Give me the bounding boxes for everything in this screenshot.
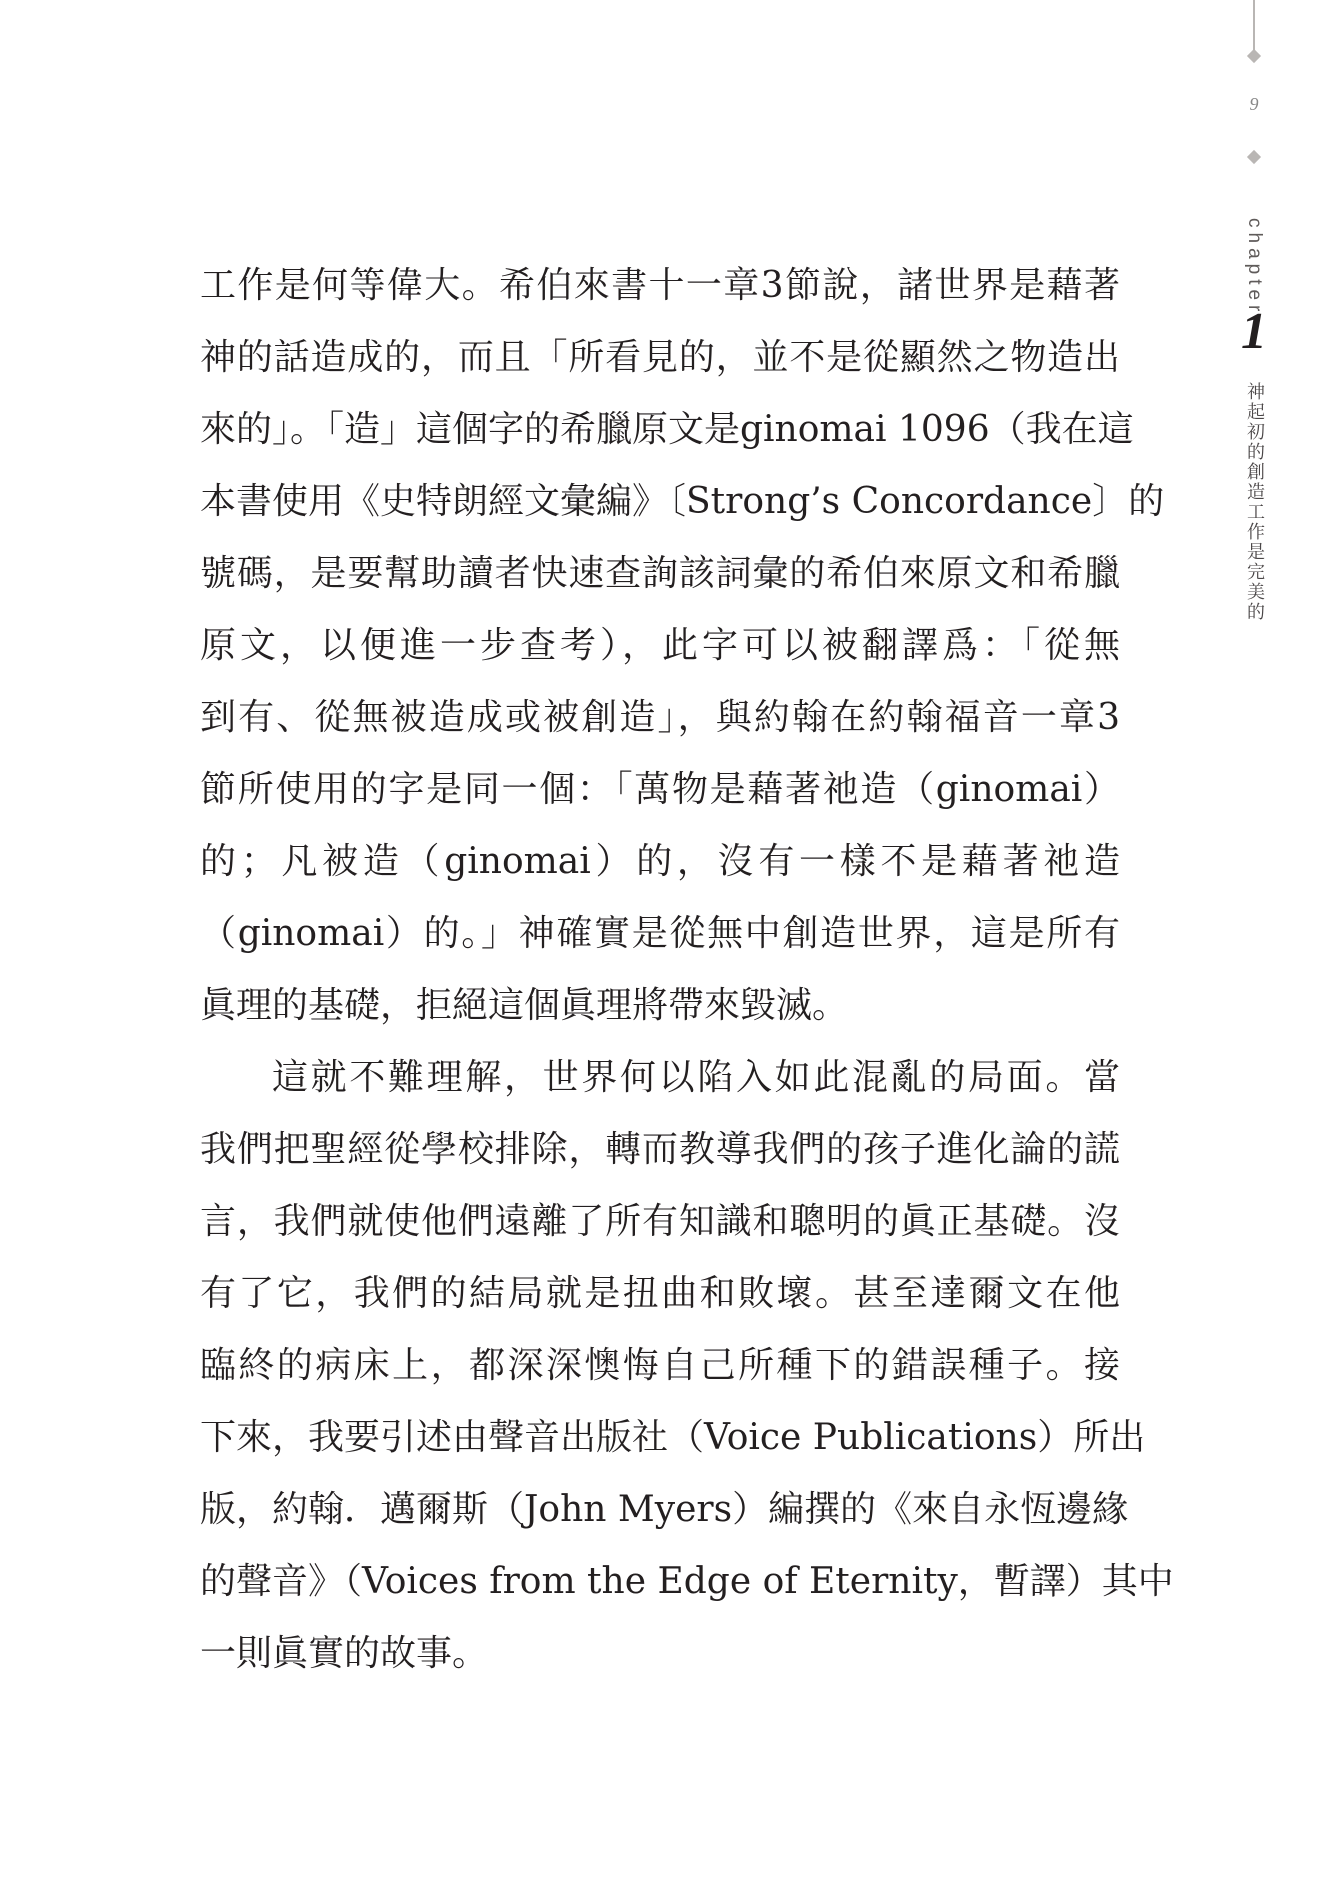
body-text <box>200 250 1174 1690</box>
chapter-label: chapter <box>1244 218 1265 317</box>
text-line: 臨終的病床上，都深深懊悔自己所種下的錯誤種子。接 <box>200 1345 1120 1386</box>
text-line: 的；凡被造（ginomai）的，沒有一樣不是藉著祂造 <box>200 841 1120 882</box>
text-line: 有了它，我們的結局就是扭曲和敗壞。甚至達爾文在他 <box>200 1273 1120 1314</box>
text-line: （ginomai）的。」神確實是從無中創造世界，這是所有 <box>200 913 1120 954</box>
text-line: 原文，以便進一步查考），此字可以被翻譯爲：「從無 <box>200 625 1120 666</box>
text-line: 工作是何等偉大。希伯來書十一章3節說，諸世界是藉著 <box>200 265 1120 306</box>
text-line: 節所使用的字是同一個：「萬物是藉著祂造（ginomai） <box>200 769 1120 810</box>
diamond-ornament-bottom <box>1247 150 1261 164</box>
text-line: 言，我們就使他們遠離了所有知識和聰明的眞正基礎。沒 <box>200 1201 1120 1242</box>
chapter-number: 1 <box>1241 303 1267 360</box>
text-line: 這就不難理解，世界何以陷入如此混亂的局面。當 <box>272 1057 1120 1098</box>
text-line: 的聲音》（Voices from the Edge of Eternity，暫譯）其中 <box>200 1561 1174 1602</box>
margin-rule-top <box>1253 0 1255 52</box>
text-line: 版，約翰．邁爾斯（John Myers）編撰的《來自永恆邊緣 <box>200 1489 1129 1530</box>
text-line: 下來，我要引述由聲音出版社（Voice Publications）所出 <box>200 1417 1146 1458</box>
text-line: 我們把聖經從學校排除，轉而教導我們的孩子進化論的謊 <box>200 1129 1120 1170</box>
page-number: 9 <box>1249 94 1259 114</box>
diamond-ornament-top <box>1247 49 1261 63</box>
text-line: 到有、從無被造成或被創造」，與約翰在約翰福音一章3 <box>200 697 1120 738</box>
text-line: 神的話造成的，而且「所看見的，並不是從顯然之物造出 <box>200 337 1120 378</box>
paragraph-2 <box>200 1042 1174 1690</box>
text-line: 本書使用《史特朗經文彙編》〔Strong’s Concordance〕的 <box>200 481 1165 522</box>
text-line: 眞理的基礎，拒絕這個眞理將帶來毀滅。 <box>200 985 849 1026</box>
chapter-title: 神起初的創造工作是完美的 <box>1244 382 1265 622</box>
text-line: 號碼，是要幫助讀者快速查詢該詞彙的希伯來原文和希臘 <box>200 553 1120 594</box>
paragraph-1 <box>200 250 1165 1042</box>
text-line: 一則眞實的故事。 <box>200 1633 489 1674</box>
text-line: 來的」。「造」這個字的希臘原文是ginomai 1096（我在這 <box>200 409 1134 450</box>
